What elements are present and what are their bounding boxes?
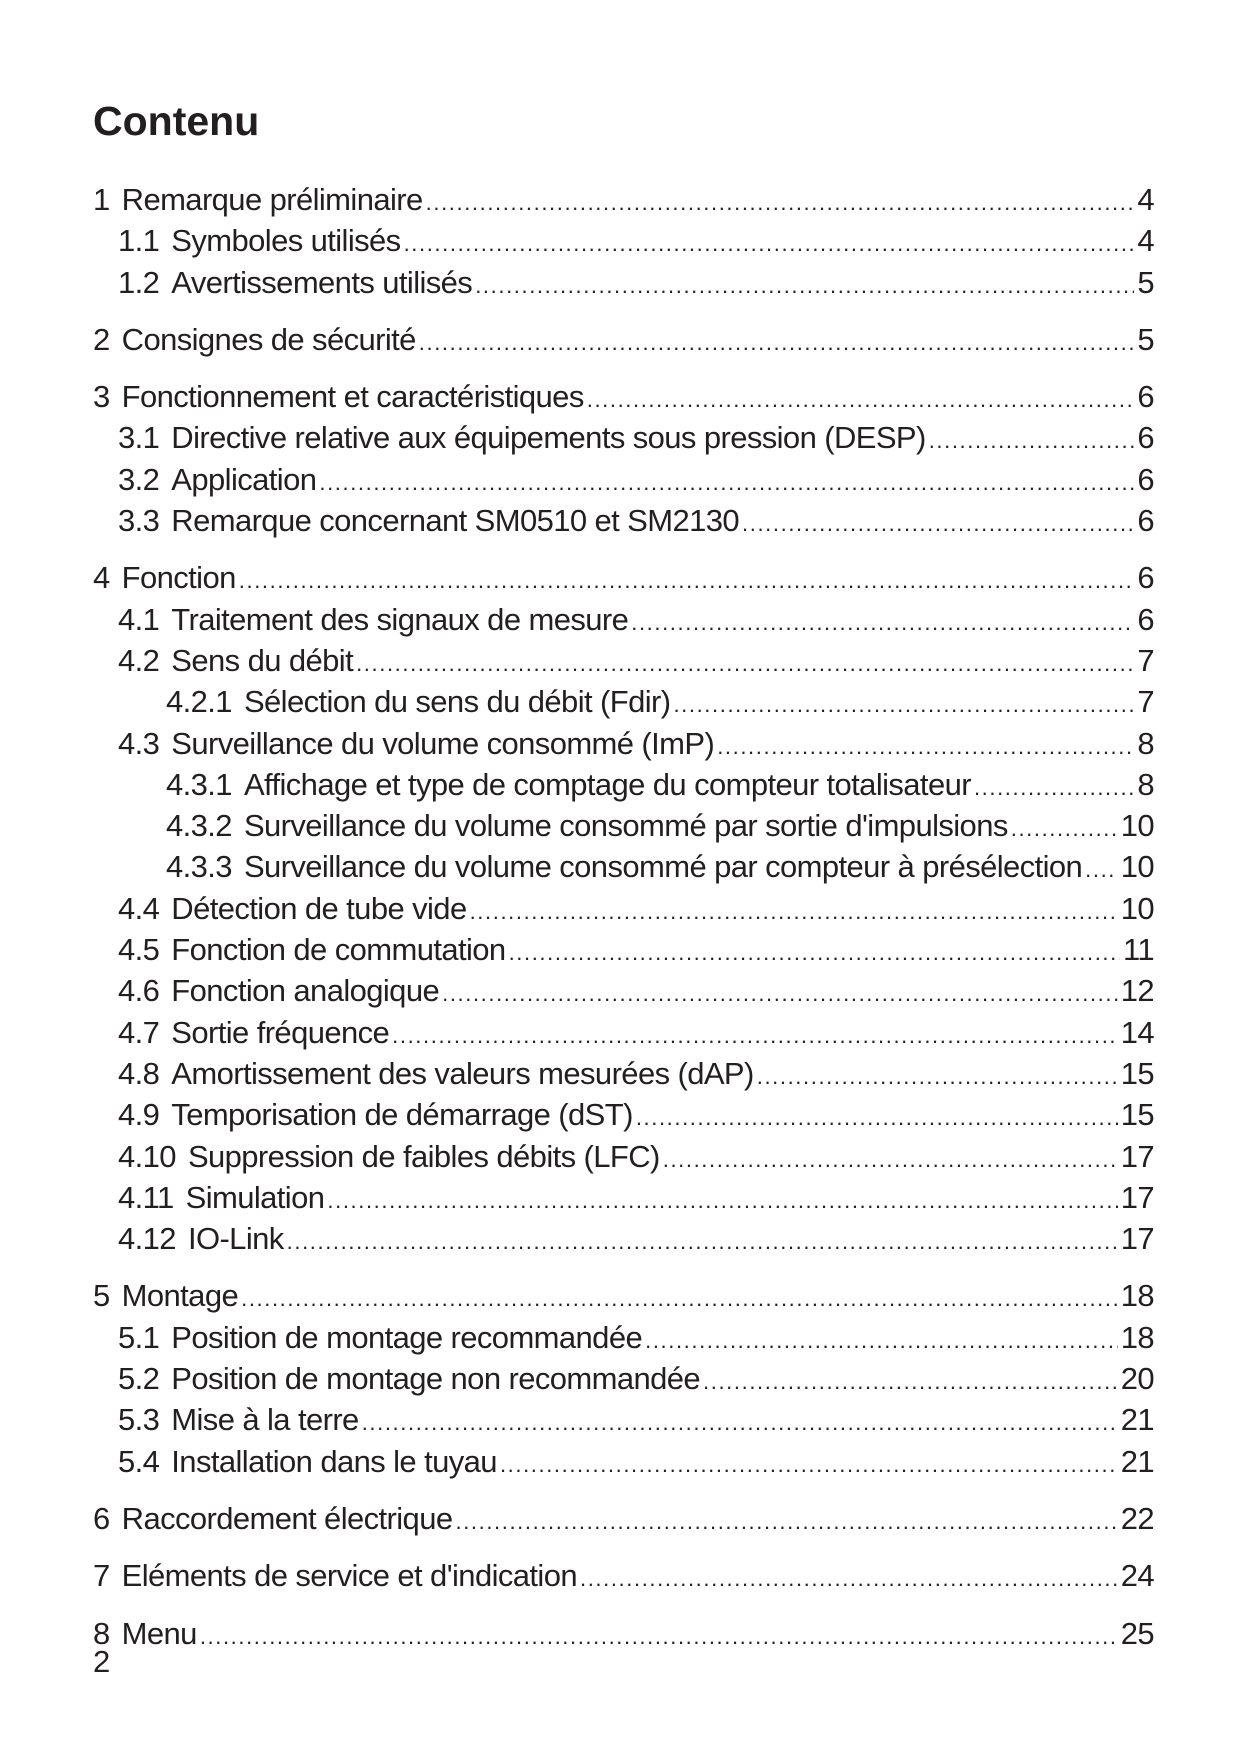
dot-leader — [663, 1139, 1118, 1180]
toc-entry-label: Fonction — [121, 560, 236, 596]
toc-entry-label: Temporisation de démarrage (dST) — [171, 1097, 633, 1133]
toc-entry-number: 4.3.1 — [166, 766, 232, 802]
toc-entry[interactable] — [93, 681, 1154, 722]
dot-leader — [404, 223, 1135, 264]
dot-leader — [239, 560, 1135, 601]
toc-entry-page: 6 — [1137, 461, 1154, 497]
toc-entry-page: 20 — [1120, 1361, 1154, 1397]
toc-entry-page: 4 — [1137, 223, 1154, 259]
toc-entry-page: 17 — [1120, 1179, 1154, 1215]
toc-entry[interactable] — [93, 1399, 1154, 1440]
toc-entry-number: 2 — [93, 321, 110, 357]
toc-entry-label: Surveillance du volume consommé par sortie d'impulsions — [243, 808, 1008, 844]
toc-entry-number: 4.10 — [118, 1138, 176, 1174]
toc-entry-label: IO-Link — [187, 1221, 284, 1257]
toc-entry[interactable] — [93, 1177, 1154, 1218]
toc-entry-page: 6 — [1137, 420, 1154, 456]
toc-entry[interactable] — [93, 888, 1154, 929]
toc-entry-number: 6 — [93, 1500, 110, 1536]
toc-entry-number: 4.12 — [118, 1221, 176, 1257]
toc-entry-label: Position de montage non recommandée — [171, 1361, 701, 1397]
toc-entry-label: Fonctionnement et caractéristiques — [121, 379, 584, 415]
toc-entry[interactable] — [93, 1218, 1154, 1259]
toc-entry[interactable] — [93, 970, 1154, 1011]
toc-entry[interactable] — [93, 1358, 1154, 1399]
toc-entry[interactable] — [93, 1613, 1154, 1654]
toc-entry-number: 5.3 — [118, 1402, 160, 1438]
toc-entry-label: Eléments de service et d'indication — [121, 1558, 577, 1594]
dot-leader — [645, 1320, 1118, 1361]
toc-entry[interactable] — [93, 1555, 1154, 1596]
toc-entry[interactable] — [93, 1012, 1154, 1053]
toc-entry[interactable] — [93, 500, 1154, 541]
toc-entry-label: Directive relative aux équipements sous pression (DESP) — [171, 420, 926, 456]
toc-entry[interactable] — [93, 417, 1154, 458]
dot-leader — [200, 1616, 1118, 1657]
toc-entry[interactable] — [93, 805, 1154, 846]
dot-leader — [419, 322, 1135, 363]
toc-entry[interactable] — [93, 1441, 1154, 1482]
dot-leader — [475, 265, 1134, 306]
page-title: Contenu — [93, 98, 260, 144]
toc-entry-page: 7 — [1137, 684, 1154, 720]
dot-leader — [757, 1056, 1118, 1097]
dot-leader — [287, 1221, 1118, 1262]
toc-entry-page: 6 — [1137, 601, 1154, 637]
toc-entry-label: Remarque préliminaire — [121, 182, 423, 217]
toc-entry-label: Menu — [121, 1615, 197, 1651]
dot-leader — [580, 1558, 1118, 1599]
toc-entry[interactable] — [93, 459, 1154, 500]
toc-entry-number: 3 — [93, 379, 110, 415]
toc-entry-label: Montage — [121, 1278, 239, 1314]
toc-entry-number: 1 — [93, 182, 110, 217]
toc-entry[interactable] — [93, 262, 1154, 303]
toc-entry-number: 4.9 — [118, 1097, 160, 1133]
dot-leader — [327, 1180, 1117, 1221]
toc-entry-number: 5 — [93, 1278, 110, 1314]
toc-entry-number: 4.1 — [118, 601, 160, 637]
toc-entry-label: Sortie fréquence — [171, 1014, 390, 1050]
toc-entry-label: Mise à la terre — [171, 1402, 359, 1438]
dot-leader — [319, 462, 1134, 503]
toc-entry-number: 4.4 — [118, 890, 160, 926]
toc-entry-number: 3.1 — [118, 420, 160, 456]
toc-entry-page: 6 — [1137, 503, 1154, 539]
toc-entry-number: 4.3.3 — [166, 849, 232, 885]
toc-entry[interactable] — [93, 1136, 1154, 1177]
dot-leader — [356, 643, 1134, 684]
toc-entry-page: 10 — [1120, 890, 1154, 926]
dot-leader — [509, 932, 1120, 973]
toc-entry-number: 4.11 — [118, 1179, 174, 1215]
toc-entry[interactable] — [93, 764, 1154, 805]
toc-entry[interactable] — [93, 557, 1154, 598]
toc-entry-number: 7 — [93, 1558, 110, 1594]
dot-leader — [241, 1278, 1118, 1319]
dot-leader — [362, 1402, 1118, 1443]
toc-entry-number: 4.2.1 — [166, 684, 232, 720]
toc-entry-label: Consignes de sécurité — [121, 321, 416, 357]
toc-entry-number: 4.8 — [118, 1055, 160, 1091]
toc-entry-page: 12 — [1120, 973, 1154, 1009]
toc-entry-number: 8 — [93, 1615, 110, 1651]
toc-entry-label: Détection de tube vide — [171, 890, 467, 926]
toc-entry-number: 3.3 — [118, 503, 160, 539]
dot-leader — [455, 1501, 1117, 1542]
toc-entry[interactable] — [93, 1275, 1154, 1316]
toc-entry-number: 4 — [93, 560, 110, 596]
toc-entry-number: 4.6 — [118, 973, 160, 1009]
dot-leader — [974, 767, 1134, 808]
toc-entry-page: 25 — [1120, 1615, 1154, 1651]
dot-leader — [742, 503, 1134, 544]
toc-entry-number: 1.1 — [118, 223, 160, 259]
page-number: 2 — [93, 1644, 111, 1679]
toc-entry[interactable] — [93, 723, 1154, 764]
toc-entry-label: Fonction analogique — [171, 973, 440, 1009]
toc-entry-page: 10 — [1120, 808, 1154, 844]
toc-entry-page: 21 — [1120, 1402, 1154, 1438]
toc-entry-page: 6 — [1137, 379, 1154, 415]
toc-entry-page: 24 — [1120, 1558, 1154, 1594]
toc-entry-label: Surveillance du volume consommé (ImP) — [171, 725, 715, 761]
toc-entry-number: 4.7 — [118, 1014, 160, 1050]
toc-entry-page: 11 — [1123, 932, 1154, 968]
table-of-contents — [93, 179, 1154, 1654]
toc-entry-page: 15 — [1120, 1055, 1154, 1091]
dot-leader — [631, 602, 1134, 643]
dot-leader — [929, 420, 1135, 461]
toc-entry[interactable] — [93, 640, 1154, 681]
dot-leader — [1085, 849, 1118, 890]
toc-entry-number: 5.2 — [118, 1361, 160, 1397]
toc-entry-label: Sélection du sens du débit (Fdir) — [243, 684, 671, 720]
toc-entry[interactable] — [93, 179, 1154, 220]
toc-entry-label: Amortissement des valeurs mesurées (dAP) — [171, 1055, 754, 1091]
toc-entry-label: Traitement des signaux de mesure — [171, 601, 629, 637]
toc-entry[interactable] — [93, 599, 1154, 640]
toc-entry[interactable] — [93, 220, 1154, 261]
toc-entry-page: 8 — [1137, 725, 1154, 761]
toc-entry-page: 14 — [1120, 1014, 1154, 1050]
toc-entry-page: 17 — [1120, 1138, 1154, 1174]
toc-entry[interactable] — [93, 1094, 1154, 1135]
toc-entry-page: 10 — [1120, 849, 1154, 885]
dot-leader — [636, 1097, 1118, 1138]
toc-entry-page: 18 — [1120, 1278, 1154, 1314]
toc-entry[interactable] — [93, 319, 1154, 360]
toc-entry-page: 15 — [1120, 1097, 1154, 1133]
toc-entry-label: Remarque concernant SM0510 et SM2130 — [171, 503, 740, 539]
toc-entry-number: 5.4 — [118, 1443, 160, 1479]
dot-leader — [717, 726, 1134, 767]
toc-entry-number: 5.1 — [118, 1319, 160, 1355]
toc-entry[interactable] — [93, 929, 1154, 970]
toc-entry-label: Affichage et type de comptage du compteur totalisateur — [243, 766, 971, 802]
dot-leader — [587, 379, 1135, 420]
dot-leader — [470, 891, 1118, 932]
toc-entry-page: 18 — [1120, 1319, 1154, 1355]
toc-entry[interactable] — [93, 1498, 1154, 1539]
toc-entry-page: 4 — [1137, 182, 1154, 217]
dot-leader — [426, 182, 1135, 223]
toc-entry-label: Simulation — [185, 1179, 325, 1215]
toc-entry-number: 4.3 — [118, 725, 160, 761]
toc-entry-page: 5 — [1137, 264, 1154, 300]
toc-entry-page: 8 — [1137, 766, 1154, 802]
toc-entry-label: Raccordement électrique — [121, 1500, 453, 1536]
toc-entry-label: Suppression de faibles débits (LFC) — [187, 1138, 660, 1174]
toc-entry-number: 4.2 — [118, 642, 160, 678]
toc-entry[interactable] — [93, 846, 1154, 887]
toc-entry-label: Avertissements utilisés — [171, 264, 473, 300]
toc-entry-label: Surveillance du volume consommé par compteur à présélection — [243, 849, 1083, 885]
toc-entry-label: Application — [171, 461, 317, 497]
toc-entry-page: 21 — [1120, 1443, 1154, 1479]
toc-entry[interactable] — [93, 376, 1154, 417]
dot-leader — [1011, 808, 1118, 849]
toc-entry-number: 4.3.2 — [166, 808, 232, 844]
dot-leader — [442, 973, 1118, 1014]
dot-leader — [703, 1361, 1118, 1402]
toc-entry[interactable] — [93, 1053, 1154, 1094]
toc-entry-page: 17 — [1120, 1221, 1154, 1257]
dot-leader — [673, 684, 1134, 725]
dot-leader — [500, 1444, 1118, 1485]
toc-entry-number: 3.2 — [118, 461, 160, 497]
toc-entry-page: 7 — [1137, 642, 1154, 678]
toc-entry-label: Position de montage recommandée — [171, 1319, 643, 1355]
toc-entry-label: Sens du débit — [171, 642, 354, 678]
toc-entry-page: 6 — [1137, 560, 1154, 596]
toc-entry[interactable] — [93, 1317, 1154, 1358]
toc-entry-number: 4.5 — [118, 932, 160, 968]
toc-entry-number: 1.2 — [118, 264, 160, 300]
toc-entry-page: 22 — [1120, 1500, 1154, 1536]
toc-entry-label: Symboles utilisés — [171, 223, 401, 259]
toc-entry-label: Installation dans le tuyau — [171, 1443, 497, 1479]
toc-entry-page: 5 — [1137, 321, 1154, 357]
dot-leader — [392, 1015, 1118, 1056]
toc-entry-label: Fonction de commutation — [171, 932, 506, 968]
